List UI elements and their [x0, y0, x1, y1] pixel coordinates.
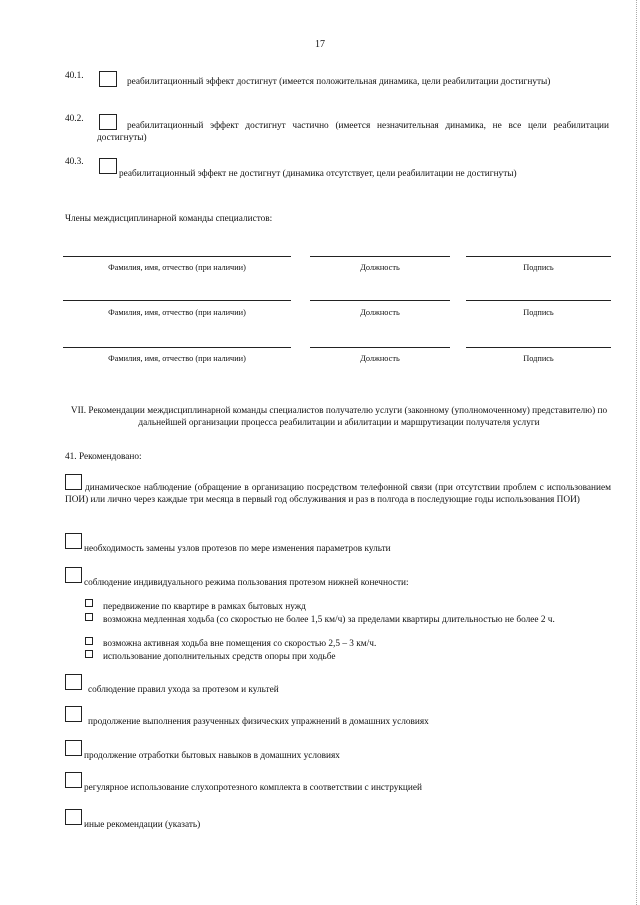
- position-caption: Должность: [360, 308, 400, 317]
- subitem-checkbox-active-walk[interactable]: [85, 637, 93, 645]
- name-line[interactable]: [63, 300, 291, 301]
- result-text-40-2: реабилитационный эффект достигнут частично (имеется незначительная динамика, не все цели реабилитации достигнуты): [97, 121, 609, 144]
- signature-line[interactable]: [466, 347, 611, 348]
- recommendation-text-observation: динамическое наблюдение (обращение в организацию посредством телефонной связи (при отсутствии проблем с использованием ПОИ) или лично через каждые три месяца в первый год обслуживания и раз в полгода в последующие годы использования ПОИ): [65, 483, 611, 506]
- signature-caption: Подпись: [523, 308, 554, 317]
- signature-line[interactable]: [466, 256, 611, 257]
- name-line[interactable]: [63, 347, 291, 348]
- result-number: 40.2.: [65, 114, 84, 124]
- subitem-text-active-walk: возможна активная ходьба вне помещения со скоростью 2,5 – 3 км/ч.: [103, 639, 377, 649]
- subitem-text-support: использование дополнительных средств опоры при ходьбе: [103, 652, 336, 662]
- signature-line[interactable]: [466, 300, 611, 301]
- recommendation-text-care-rules: соблюдение правил ухода за протезом и культей: [88, 685, 279, 695]
- subitem-checkbox-slow-walk[interactable]: [85, 613, 93, 621]
- name-caption: Фамилия, имя, отчество (при наличии): [108, 354, 246, 363]
- recommendation-checkbox-usage-regime[interactable]: [65, 567, 82, 583]
- position-line[interactable]: [310, 347, 450, 348]
- position-caption: Должность: [360, 263, 400, 272]
- recommendation-text-hearing-aid: регулярное использование слухопротезного комплекта в соответствии с инструкцией: [84, 783, 422, 793]
- name-caption: Фамилия, имя, отчество (при наличии): [108, 263, 246, 272]
- name-line[interactable]: [63, 256, 291, 257]
- result-number: 40.3.: [65, 157, 84, 167]
- name-caption: Фамилия, имя, отчество (при наличии): [108, 308, 246, 317]
- subitem-text-apartment: передвижение по квартире в рамках бытовых нужд: [103, 602, 306, 612]
- team-heading: Члены междисциплинарной команды специалистов:: [65, 214, 273, 224]
- recommendation-checkbox-exercises[interactable]: [65, 706, 82, 722]
- result-checkbox-40-3[interactable]: [99, 158, 117, 174]
- recommendation-checkbox-hearing-aid[interactable]: [65, 772, 82, 788]
- subitem-checkbox-support[interactable]: [85, 650, 93, 658]
- recommendation-text-other: иные рекомендации (указать): [84, 820, 201, 830]
- recommendation-checkbox-prosthesis-parts[interactable]: [65, 533, 82, 549]
- signature-caption: Подпись: [523, 354, 554, 363]
- recommendation-text-usage-regime: соблюдение индивидуального режима пользования протезом нижней конечности:: [84, 578, 409, 588]
- result-text-40-3: реабилитационный эффект не достигнут (динамика отсутствует, цели реабилитации не достигнуты): [119, 169, 517, 179]
- recommendation-checkbox-other[interactable]: [65, 809, 82, 825]
- recommended-heading: 41. Рекомендовано:: [65, 452, 142, 462]
- recommendation-checkbox-care-rules[interactable]: [65, 674, 82, 690]
- subitem-checkbox-apartment[interactable]: [85, 599, 93, 607]
- result-text-40-1: реабилитационный эффект достигнут (имеется положительная динамика, цели реабилитации достигнуты): [127, 77, 551, 87]
- page-edge: [636, 0, 637, 905]
- result-number: 40.1.: [65, 71, 84, 81]
- recommendation-text-exercises: продолжение выполнения разученных физических упражнений в домашних условиях: [88, 717, 429, 727]
- page-number: 17: [315, 39, 325, 50]
- recommendation-text-prosthesis-parts: необходимость замены узлов протезов по мере изменения параметров культи: [84, 544, 391, 554]
- section-title: VII. Рекомендации междисциплинарной команды специалистов получателю услуги (законному (уполномоченному) представителю) по дальнейшей организации процесса реабилитации и абилитации и маршрутизации получателя услуги: [70, 406, 608, 429]
- recommendation-checkbox-household-skills[interactable]: [65, 740, 82, 756]
- position-line[interactable]: [310, 256, 450, 257]
- subitem-text-slow-walk: возможна медленная ходьба (со скоростью не более 1,5 км/ч) за пределами квартиры длительностью не более 2 ч.: [103, 615, 555, 625]
- position-line[interactable]: [310, 300, 450, 301]
- position-caption: Должность: [360, 354, 400, 363]
- recommendation-text-household-skills: продолжение отработки бытовых навыков в домашних условиях: [84, 751, 340, 761]
- signature-caption: Подпись: [523, 263, 554, 272]
